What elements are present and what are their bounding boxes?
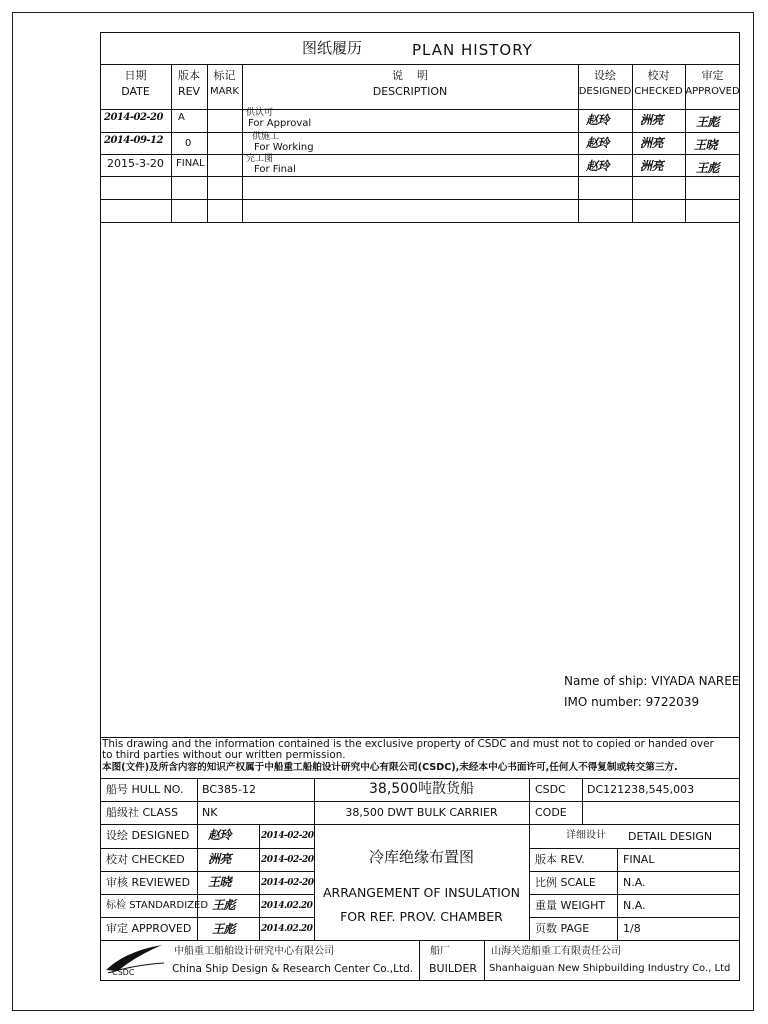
page-value: 1/8 [623,922,641,935]
row-checked-signature: 洲亮 [640,159,664,173]
builder-name-cn: 山海关造船重工有限责任公司 [491,946,621,957]
vessel-type-en: 38,500 DWT BULK CARRIER [345,806,498,819]
approved-label: 审定 APPROVED [106,922,192,935]
row-desc-cn: 供施工 [252,132,280,142]
row-desc-en: For Approval [248,118,312,129]
row-designed-signature: 赵玲 [586,113,610,127]
class-value: NK [202,806,218,819]
rev-label: 版本 REV. [535,853,585,866]
row-date: 2014-02-20 [104,112,163,123]
standardized-signature: 王彪 [212,898,236,912]
header-desc-cn: 说 明 [392,69,428,82]
row-checked-signature: 洲亮 [640,113,664,127]
hull-label: 船号 HULL NO. [106,783,184,796]
page-label: 页数 PAGE [535,922,590,935]
csdc-label: CSDC [535,783,566,796]
header-mark-cn: 标记 [213,69,236,82]
header-checked-cn: 校对 [647,69,670,82]
row-rev: A [178,112,185,123]
row-approved-signature: 王彪 [696,115,720,129]
plan-history-title-cn: 图纸履历 [302,39,363,57]
scale-value: N.A. [623,876,646,889]
checked-date: 2014-02-20 [261,855,314,865]
header-designed-cn: 设绘 [594,69,616,82]
class-label: 船级社 CLASS [106,806,179,819]
scale-label: 比例 SCALE [535,876,596,889]
drawing-title-en-line1: ARRANGEMENT OF INSULATION [322,885,520,900]
row-date: 2015-3-20 [107,157,164,170]
header-checked-en: CHECKED [634,86,683,97]
checked-label: 校对 CHECKED [106,853,185,866]
header-rev-en: REV [177,85,201,98]
company-name-cn: 中船重工船舶设计研究中心有限公司 [174,946,334,957]
drawing-title-cn: 冷库绝缘布置图 [368,848,474,866]
csdc-number: DC121238,545,003 [587,783,695,796]
imo-number: IMO number: 9722039 [564,695,700,709]
row-approved-signature: 王彪 [696,161,720,175]
code-label: CODE [535,806,567,819]
rev-value: FINAL [623,853,655,866]
header-desc-en: DESCRIPTION [372,85,448,98]
ship-name: Name of ship: VIYADA NAREE [564,674,740,688]
header-date-en: DATE [121,85,150,98]
hull-value: BC385-12 [202,783,256,796]
company-name-en: China Ship Design & Research Center Co.,Ltd. [172,963,414,975]
header-date-cn: 日期 [124,69,147,82]
header-approved-cn: 审定 [701,69,724,82]
row-desc-cn: 供认可 [246,108,274,118]
drawing-title-en-line2: FOR REF. PROV. CHAMBER [340,909,503,924]
row-designed-signature: 赵玲 [586,159,610,173]
row-desc-cn: 完工图 [246,154,274,164]
reviewed-label: 审核 REVIEWED [106,876,191,889]
row-date: 2014-09-12 [104,135,163,146]
notice-cn-line: 本图(文件)及所含内容的知识产权属于中船重工船舶设计研究中心有限公司(CSDC),未经本中心书面许可,任何人不得复制或转交第三方. [102,762,678,773]
design-stage-cn: 详细设计 [566,830,606,841]
designed-label: 设绘 DESIGNED [106,829,190,842]
csdc-logo [104,943,168,979]
checked-signature: 洲亮 [208,852,232,866]
header-approved-en: APPROVED [685,86,740,97]
row-desc-en: For Working [254,142,314,153]
weight-label: 重量 WEIGHT [535,899,606,912]
builder-label-cn: 船厂 [430,946,450,957]
builder-label-en: BUILDER [429,962,478,975]
row-desc-en: For Final [254,164,296,175]
reviewed-signature: 王晓 [208,875,232,889]
approved-signature: 王彪 [212,922,236,936]
header-mark-en: MARK [210,86,239,97]
row-rev: 0 [185,138,192,149]
reviewed-date: 2014-02-20 [261,878,314,888]
designed-signature: 赵玲 [208,828,232,842]
row-rev: FINAL [176,158,205,169]
header-rev-cn: 版本 [178,69,200,82]
builder-name-en: Shanhaiguan New Shipbuilding Industry Co., Ltd [489,963,731,974]
notice-en-line2: to third parties without our written permission. [102,749,346,761]
header-designed-en: DESIGNED [578,86,632,97]
standardized-label: 标检 STANDARDIZED [106,900,209,911]
row-checked-signature: 洲亮 [640,136,664,150]
plan-history-title-en: PLAN HISTORY [412,41,533,59]
row-approved-signature: 王晓 [694,138,718,152]
csdc-logo-text: CSDC [112,968,135,977]
designed-date: 2014-02-20 [261,831,314,841]
weight-value: N.A. [623,899,646,912]
notice-en-line1: This drawing and the information contained is the exclusive property of CSDC and must not to copied or handed over [102,738,714,750]
standardized-date: 2014.02.20 [261,901,313,911]
vessel-type-cn: 38,500吨散货船 [369,781,474,797]
row-designed-signature: 赵玲 [586,136,610,150]
design-stage-en: DETAIL DESIGN [628,830,713,843]
approved-date: 2014.02.20 [261,924,313,934]
